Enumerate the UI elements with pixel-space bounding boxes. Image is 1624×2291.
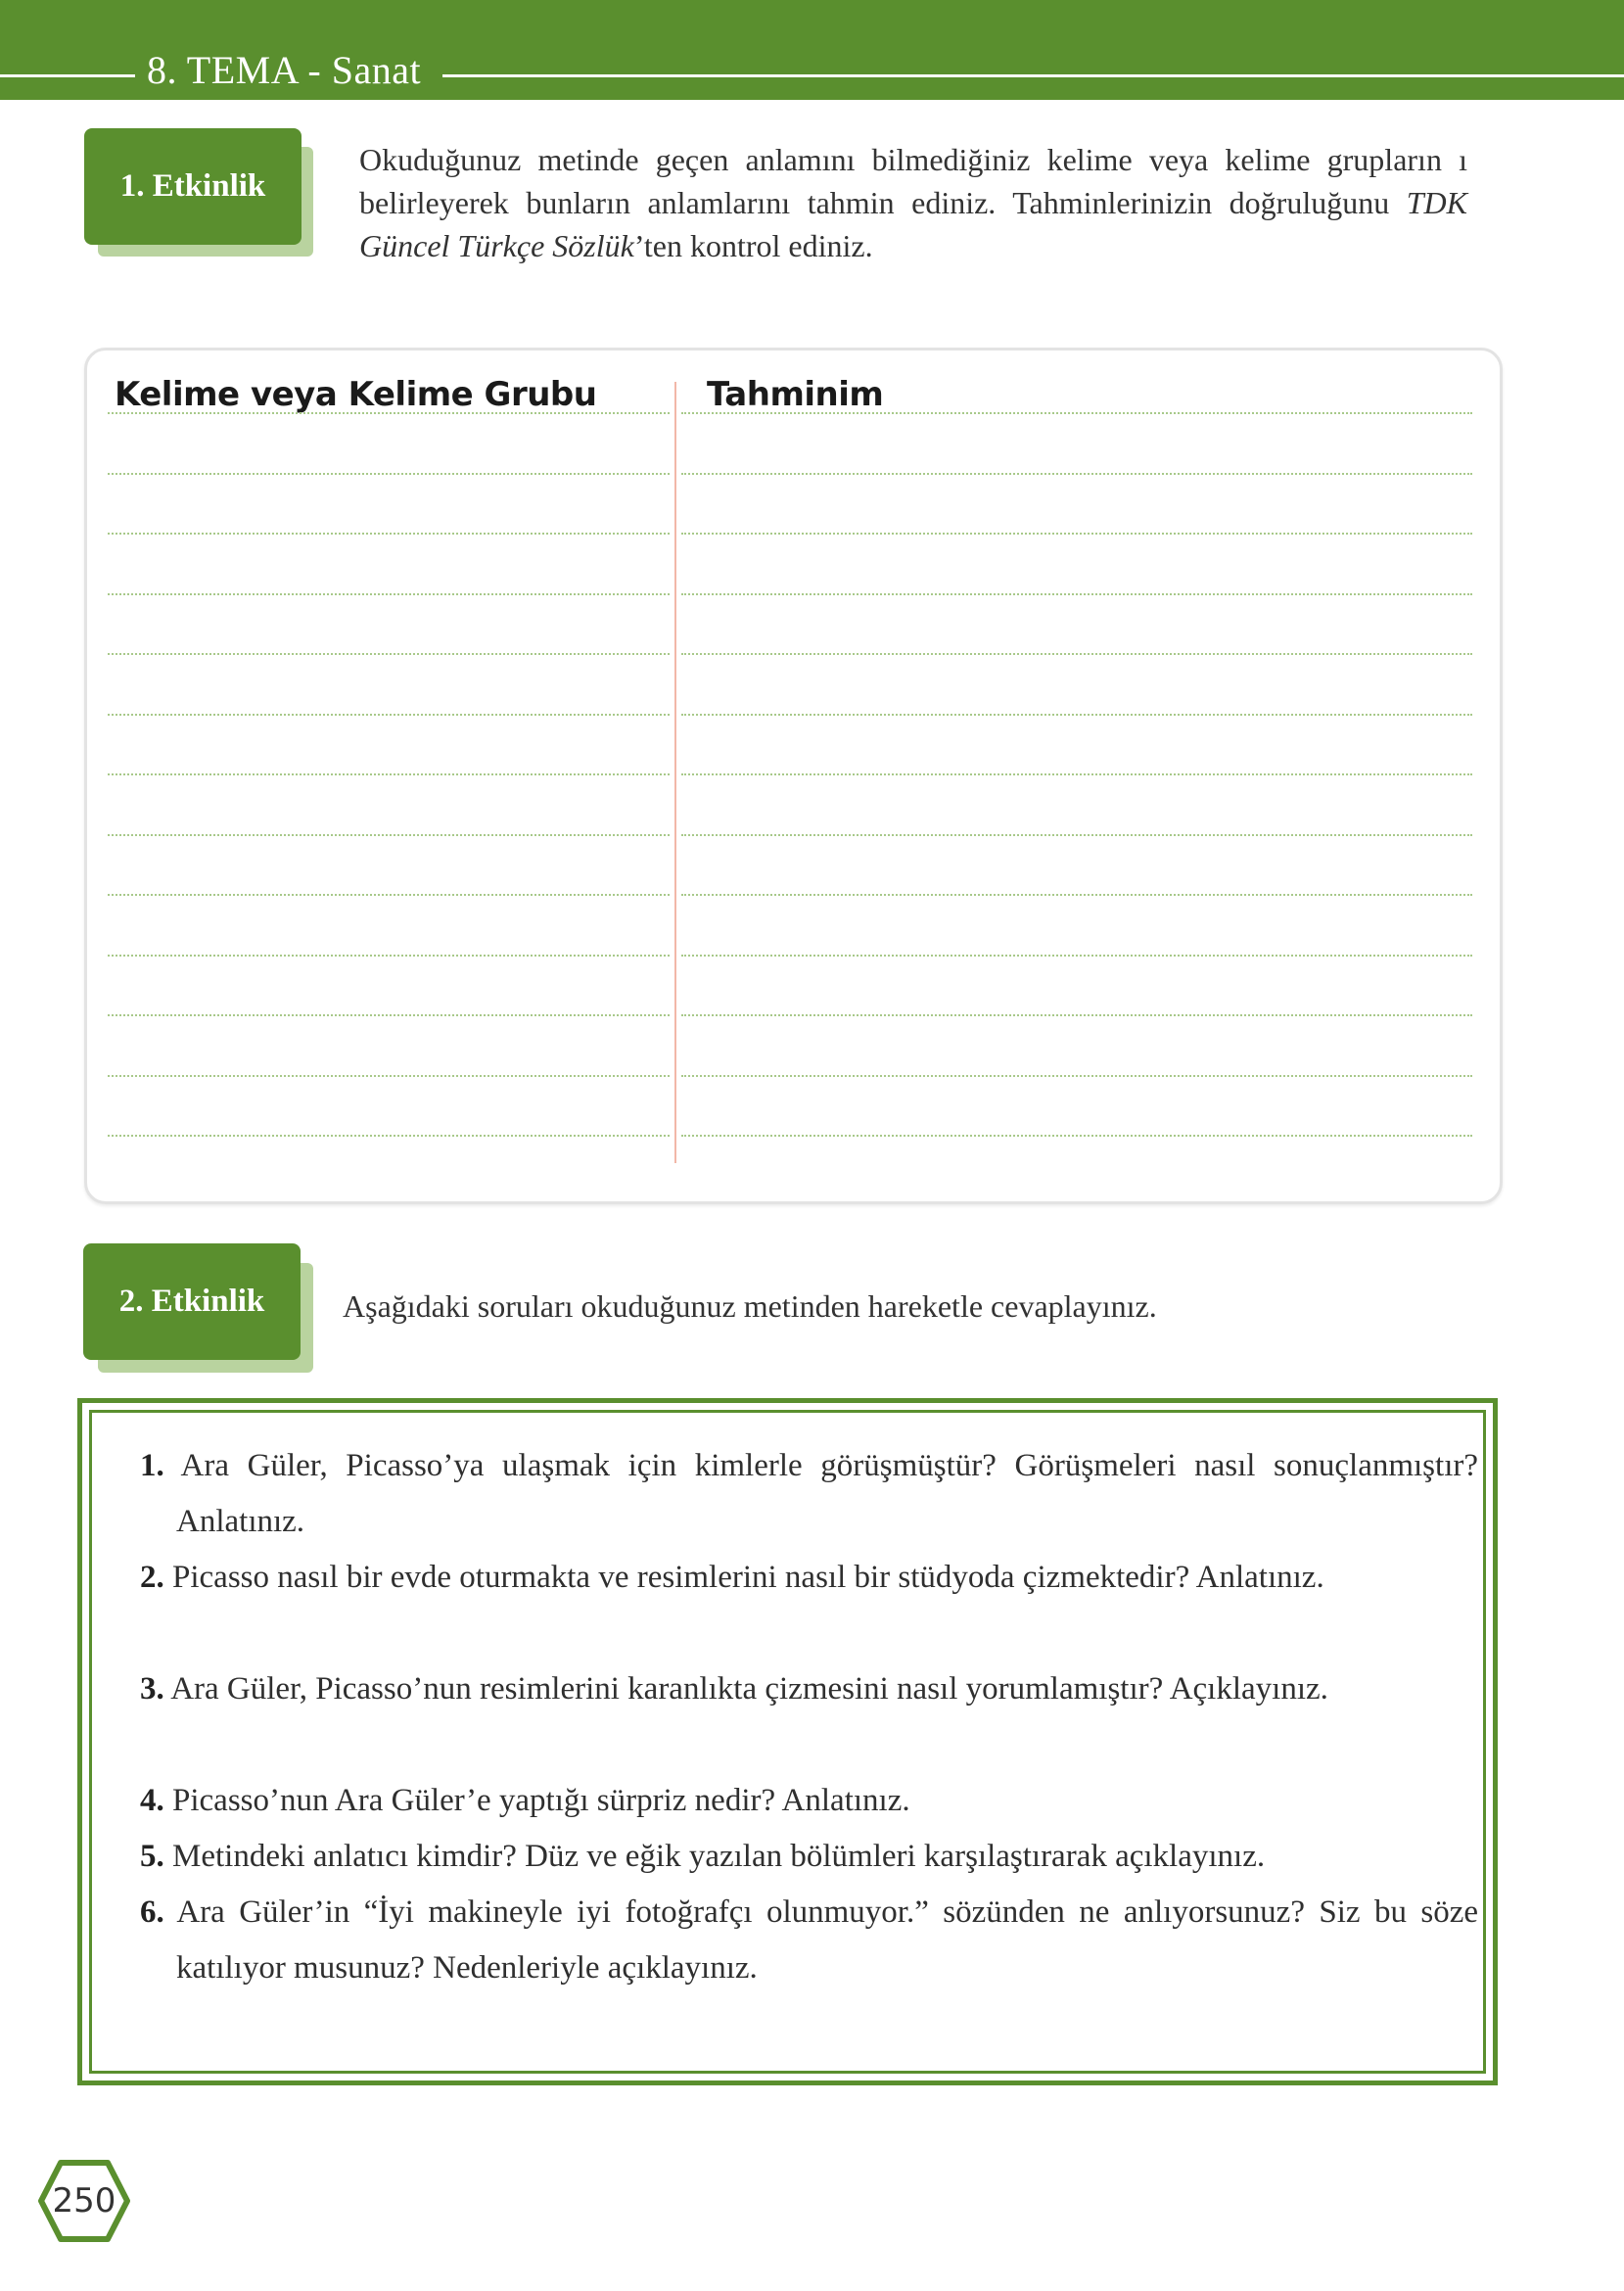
question-4: 4. Picasso’nun Ara Güler’e yaptığı sürpriz nedir? Anlatınız.: [140, 1783, 910, 1818]
word-writing-line: [108, 714, 670, 716]
question-3: 3. Ara Güler, Picasso’nun resimlerini karanlıkta çizmesini nasıl yorumlamıştır? Açıklayınız.: [140, 1671, 1328, 1707]
guess-writing-line: [681, 773, 1472, 775]
guess-writing-line: [681, 894, 1472, 896]
column-header-guess: Tahminim: [707, 375, 884, 414]
question-6: 6. Ara Güler’in “İyi makineyle iyi fotoğrafçı olunmuyor.” sözünden ne anlıyorsunuz? Siz bu söze katılıyor musunuz? Nedenleriyle açıklayınız.: [140, 1894, 1478, 1986]
word-writing-line: [108, 533, 670, 535]
word-writing-line: [108, 1135, 670, 1137]
word-writing-line: [108, 955, 670, 957]
guess-writing-line: [681, 412, 1472, 414]
header-rule-right: [442, 74, 1624, 77]
word-writing-line: [108, 1014, 670, 1016]
question-2: 2. Picasso nasıl bir evde oturmakta ve resimlerini nasıl bir stüdyoda çizmektedir? Anlatınız.: [140, 1560, 1324, 1595]
activity1-instruction: Okuduğunuz metinde geçen anlamını bilmediğiniz kelime veya kelime grupların ı belirleyerek bunların anlamlarını tahmin ediniz. Tahminlerinizin doğruluğunu TDK Güncel Türkçe Sözlük’ten kontrol ediniz.: [359, 142, 1467, 263]
word-writing-line: [108, 412, 670, 414]
activity1-label: 1. Etkinlik: [84, 128, 302, 245]
theme-title: 8. TEMA - Sanat: [147, 48, 422, 92]
word-writing-line: [108, 653, 670, 655]
column-header-word: Kelime veya Kelime Grubu: [115, 375, 597, 414]
word-writing-line: [108, 473, 670, 475]
word-writing-line: [108, 773, 670, 775]
word-writing-line: [108, 894, 670, 896]
activity2-instruction: Aşağıdaki soruları okuduğunuz metinden hareketle cevaplayınız.: [343, 1288, 1157, 1324]
guess-writing-line: [681, 473, 1472, 475]
guess-writing-line: [681, 955, 1472, 957]
word-writing-line: [108, 834, 670, 836]
guess-writing-line: [681, 834, 1472, 836]
page-number: 250: [52, 2181, 116, 2221]
header-rule-left: [0, 74, 135, 77]
question-1: 1. Ara Güler, Picasso’ya ulaşmak için kimlerle görüşmüştür? Görüşmeleri nasıl sonuçlanmıştır? Anlatınız.: [140, 1448, 1478, 1539]
guess-writing-line: [681, 533, 1472, 535]
column-divider: [674, 382, 676, 1163]
question-5: 5. Metindeki anlatıcı kimdir? Düz ve eğik yazılan bölümleri karşılaştırarak açıklayınız.: [140, 1839, 1266, 1874]
guess-writing-line: [681, 653, 1472, 655]
guess-writing-line: [681, 1014, 1472, 1016]
guess-writing-line: [681, 1075, 1472, 1077]
guess-writing-line: [681, 593, 1472, 595]
activity2-label: 2. Etkinlik: [83, 1243, 301, 1360]
guess-writing-line: [681, 1135, 1472, 1137]
guess-writing-line: [681, 714, 1472, 716]
word-writing-line: [108, 593, 670, 595]
word-writing-line: [108, 1075, 670, 1077]
